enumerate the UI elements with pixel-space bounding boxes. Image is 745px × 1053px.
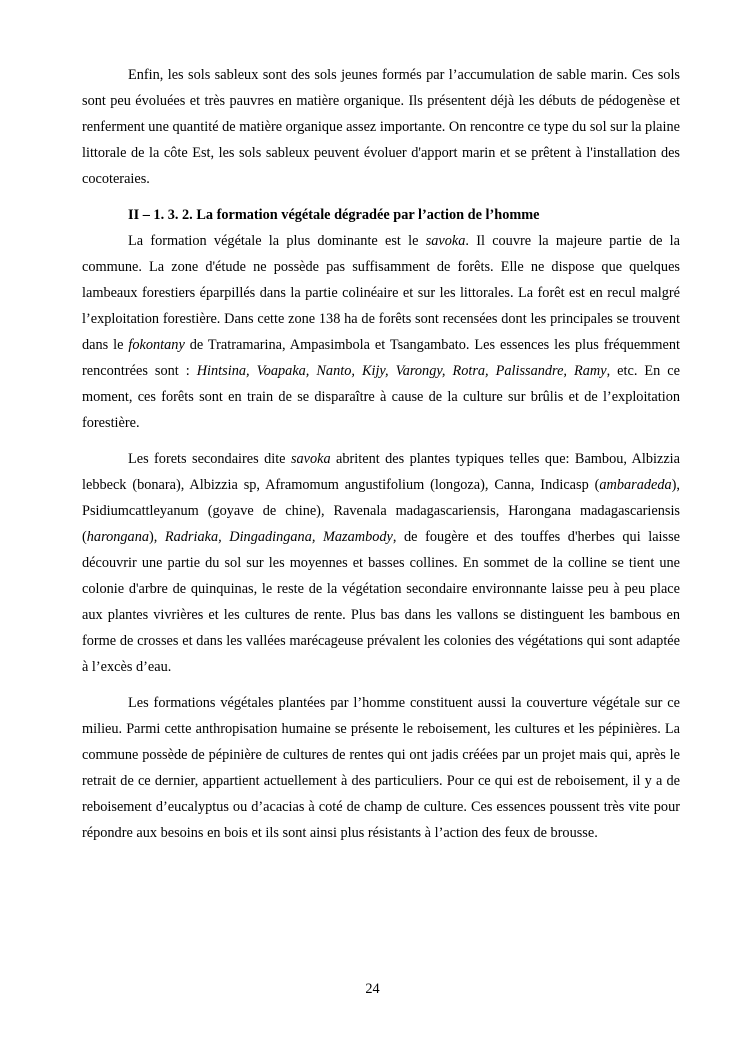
page-number: 24 (365, 981, 380, 997)
section-heading: II – 1. 3. 2. La formation végétale dégradée par l’action de l’homme (128, 207, 540, 223)
italic-species-list: Radriaka, Dingadingana, Mazambody (164, 529, 393, 545)
italic-term-fokontany: fokontany (128, 337, 185, 353)
document-page (82, 62, 680, 846)
italic-species-list: Hintsina, Voapaka, Nanto, Kijy, Varongy, Rotra, Palissandre, Ramy (196, 363, 607, 379)
italic-term-savoka: savoka (290, 451, 331, 467)
italic-term-harongana: harongana (86, 529, 149, 545)
paragraph-sandy-soils: Enfin, les sols sableux sont des sols jeunes formés par l’accumulation de sable marin. Ces sols sont peu évoluées et très pauvres en matière organique. Ils présentent déjà les débuts de pédogenèse et renferment une quantité de matière organique assez importante. On rencontre ce type du sol sur la plaine littorale de la côte Est, les sols sableux peuvent évoluer d'apport marin et se prêtent à l'installation des cocoteraies. (82, 67, 680, 187)
paragraph-secondary-forests: Les forets secondaires dite savoka abritent des plantes typiques telles que: Bambou, Albizzia lebbeck (bonara), Albizzia sp, Aframomum angustifolium (longoza), Canna, Indicasp (ambaradeda), Psidiumcattleyanum (goyave de chine), Ravenala madagascariensis, Harongana madagascariensis (harongana), Radriaka, Dingadingana, Mazambody, de fougère et des touffes d'herbes qui laisse découvrir une partie du sol sur les moyennes et basses collines. En sommet de la colline se tient une colonie d'arbre de quinquinas, le reste de la végétation secondaire environnante laisse peu à peu place aux plantes vivrières et les cultures de rente. Plus bas dans les vallons se distinguent les bambous en forme de crosses et dans les vallées marécageuse prévalent les colonies des végétations qui sont adaptée à l’excès d’eau. (82, 451, 680, 675)
paragraph-vegetation-formation: La formation végétale la plus dominante est le savoka. Il couvre la majeure partie de la commune. La zone d'étude ne possède pas suffisamment de forêts. Elle ne dispose que quelques lambeaux forestiers éparpillés dans la partie colinéaire et sur les littorales. La forêt est en recul malgré l’exploitation forestière. Dans cette zone 138 ha de forêts sont recensées dont les principales se trouvent dans le fokontany de Tratramarina, Ampasimbola et Tsangambato. Les essences les plus fréquemment rencontrées sont : Hintsina, Voapaka, Nanto, Kijy, Varongy, Rotra, Palissandre, Ramy, etc. En ce moment, ces forêts sont en train de se disparaître à cause de la culture sur brûlis et de l’exploitation forestière. (82, 233, 680, 431)
paragraph-planted-formations: Les formations végétales plantées par l’homme constituent aussi la couverture végétale sur ce milieu. Parmi cette anthropisation humaine se présente le reboisement, les cultures et les pépinières. La commune possède de pépinière de cultures de rentes qui ont jadis créées par un projet mais qui, après le retrait de ce dernier, appartient actuellement à des particuliers. Pour ce qui est de reboisement, il y a de reboisement d’eucalyptus ou d’acacias à coté de champ de culture. Ces essences poussent très vite pour répondre aux besoins en bois et ils sont ainsi plus résistants à l’action des feux de brousse. (82, 695, 680, 841)
italic-term-savoka: savoka (425, 233, 466, 249)
italic-term-ambaradeda: ambaradeda (599, 477, 672, 493)
